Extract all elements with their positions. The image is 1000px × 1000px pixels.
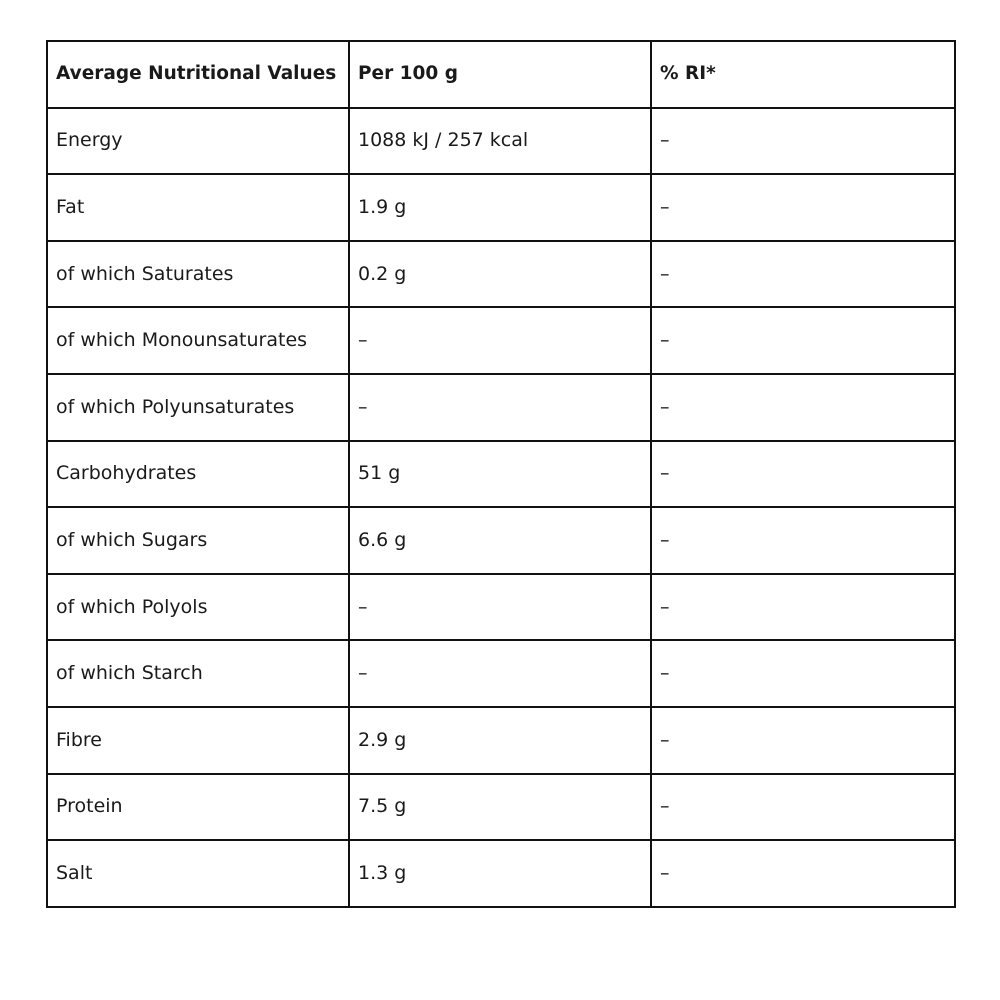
nutrient-name: of which Polyols xyxy=(47,574,349,641)
table-row xyxy=(47,441,955,508)
nutrient-name: Protein xyxy=(47,774,349,841)
nutrient-name: Fat xyxy=(47,174,349,241)
header-ri: % RI* xyxy=(651,41,955,108)
nutrient-name: of which Sugars xyxy=(47,507,349,574)
nutrient-name: Fibre xyxy=(47,707,349,774)
nutrient-ri: – xyxy=(651,307,955,374)
nutrient-name: Carbohydrates xyxy=(47,441,349,508)
header-row xyxy=(47,41,955,108)
nutrient-name: Energy xyxy=(47,108,349,175)
nutrient-ri: – xyxy=(651,707,955,774)
table-row xyxy=(47,374,955,441)
nutrient-per-100g: 1.9 g xyxy=(349,174,651,241)
table-row xyxy=(47,574,955,641)
nutrient-name: of which Polyunsaturates xyxy=(47,374,349,441)
nutrient-per-100g: – xyxy=(349,374,651,441)
nutrient-per-100g: – xyxy=(349,640,651,707)
table-row xyxy=(47,307,955,374)
nutrient-ri: – xyxy=(651,840,955,907)
table-row xyxy=(47,774,955,841)
nutrient-ri: – xyxy=(651,108,955,175)
nutrient-per-100g: 2.9 g xyxy=(349,707,651,774)
nutrient-ri: – xyxy=(651,507,955,574)
nutrient-name: of which Monounsaturates xyxy=(47,307,349,374)
table-row xyxy=(47,640,955,707)
table-row xyxy=(47,507,955,574)
header-per-100g: Per 100 g xyxy=(349,41,651,108)
header-nutrient: Average Nutritional Values xyxy=(47,41,349,108)
nutrition-table xyxy=(46,40,956,908)
nutrient-ri: – xyxy=(651,774,955,841)
nutrient-name: Salt xyxy=(47,840,349,907)
table-row xyxy=(47,241,955,308)
nutrient-per-100g: – xyxy=(349,574,651,641)
nutrient-per-100g: – xyxy=(349,307,651,374)
nutrient-per-100g: 6.6 g xyxy=(349,507,651,574)
nutrient-per-100g: 7.5 g xyxy=(349,774,651,841)
nutrient-ri: – xyxy=(651,441,955,508)
nutrient-per-100g: 51 g xyxy=(349,441,651,508)
nutrient-name: of which Starch xyxy=(47,640,349,707)
nutrient-per-100g: 0.2 g xyxy=(349,241,651,308)
table-row xyxy=(47,174,955,241)
nutrient-per-100g: 1088 kJ / 257 kcal xyxy=(349,108,651,175)
nutrient-ri: – xyxy=(651,241,955,308)
nutrient-ri: – xyxy=(651,174,955,241)
nutrient-ri: – xyxy=(651,640,955,707)
nutrient-per-100g: 1.3 g xyxy=(349,840,651,907)
table-row xyxy=(47,108,955,175)
nutrient-ri: – xyxy=(651,574,955,641)
table-row xyxy=(47,707,955,774)
nutrient-ri: – xyxy=(651,374,955,441)
nutrient-name: of which Saturates xyxy=(47,241,349,308)
table-row xyxy=(47,840,955,907)
